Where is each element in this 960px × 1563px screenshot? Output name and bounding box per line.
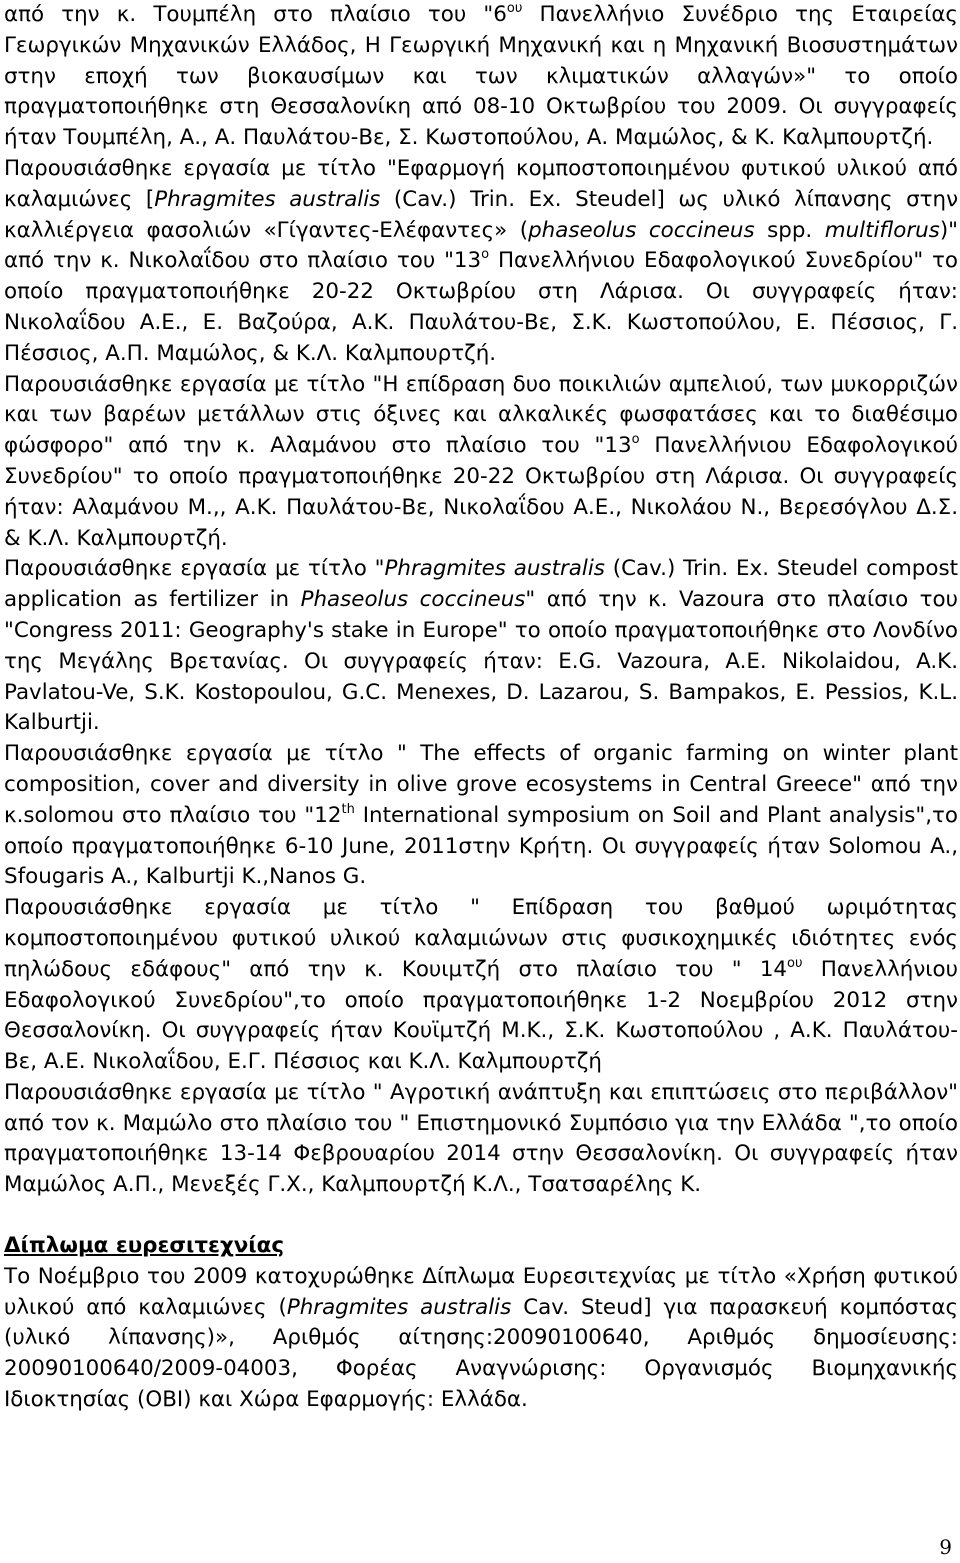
publication-paragraph — [4, 154, 958, 370]
italic-term: multiflorus — [824, 217, 940, 243]
text-run: Παρουσιάσθηκε εργασία με τίτλο " The effects of organic farming on winter plant composition, cover and diversity in olive grove ecosystems in Central Greece" από την κ.solomou στο πλαίσιο του "12 — [4, 741, 958, 828]
italic-term: Phragmites australis — [286, 1294, 512, 1320]
superscript: ο — [631, 432, 640, 448]
text-run: Παρουσιάσθηκε εργασία με τίτλο " — [4, 556, 385, 582]
superscript: ου — [787, 955, 803, 971]
publication-paragraph — [4, 739, 958, 893]
text-run: (Cav.) Trin. Ex. Steudel] ως υλικό λίπανσης στην καλλιέργεια φασολιών «Γίγαντες-Ελέφαντες» ( — [4, 186, 959, 243]
page-number: 9 — [939, 1535, 952, 1559]
patent-paragraph — [4, 1262, 958, 1416]
publication-list — [4, 0, 958, 1201]
superscript: th — [341, 801, 355, 817]
publication-paragraph — [4, 0, 958, 154]
italic-term: Phragmites australis — [384, 556, 605, 582]
superscript: ου — [506, 1, 523, 16]
section-gap — [4, 1201, 958, 1231]
publication-paragraph — [4, 893, 958, 1078]
publication-paragraph — [4, 554, 958, 739]
text-run: Πανελλήνιου Εδαφολογικού Συνεδρίου",το οποίο πραγματοποιήθηκε 1-2 Νοεμβρίου 2012 στην Θεσσαλονίκη. Οι συγγραφείς ήταν Κουϊμτζή Μ.Κ., Σ.Κ. Κωστοπούλου , Α.Κ. Παυλάτου-Βε, Α.Ε. Νικολαΐδου, Ε.Γ. Πέσσιος και Κ.Λ. Καλμπουρτζή — [4, 956, 958, 1075]
text-run: )" από την κ. Νικολαΐδου στο πλαίσιο του "13 — [4, 217, 959, 274]
patent-heading: Δίπλωμα ευρεσιτεχνίας — [4, 1233, 285, 1259]
text-run: Πανελλήνιου Εδαφολογικού Συνεδρίου" το οποίο πραγματοποιήθηκε 20-22 Οκτωβρίου στη Λάρισα. Οι συγγραφείς ήταν: Αλαμάνου Μ.,, Α.Κ. Παυλάτου-Βε, Νικολαΐδου Α.Ε., Νικολάου Ν., Βερεσόγλου Δ.Σ. & Κ.Λ. Καλμπουρτζή. — [4, 433, 959, 551]
text-run: Παρουσιάσθηκε εργασία με τίτλο " Αγροτική ανάπτυξη και επιπτώσεις στο περιβάλλον" από τον κ. Μαμώλο στο πλαίσιο του " Επιστημονικό Συμπόσιο για την Ελλάδα ",το οποίο πραγματοποιήθηκε 13-14 Φεβρουαρίου 2014 στην Θεσσαλονίκη. Οι συγγραφείς ήταν Μαμώλος Α.Π., Μενεξές Γ.Χ., Καλμπουρτζή Κ.Λ., Τσατσαρέλης Κ. — [4, 1079, 958, 1198]
text-run: από την κ. Τουμπέλη στο πλαίσιο του "6 — [4, 2, 507, 27]
text-run: Πανελλήνιο Συνέδριο της Εταιρείας Γεωργικών Μηχανικών Ελλάδος, Η Γεωργική Μηχανική και η Μηχανική Βιοσυστημάτων στην εποχή των βιοκαυσίμων και των κλιματικών αλλαγών»" το οποίο πραγματοποιήθηκε στη Θεσσαλονίκη από 08-10 Οκτωβρίου του 2009. Οι συγγραφείς ήταν Τουμπέλη, Α., Α. Παυλάτου-Βε, Σ. Κωστοπούλου, Α. Μαμώλος, & Κ. Καλμπουρτζή. — [4, 2, 958, 151]
text-run: spp. — [754, 217, 825, 243]
text-run: Πανελλήνιου Εδαφολογικού Συνεδρίου" το οποίο πραγματοποιήθηκε 20-22 Οκτωβρίου στη Λάρισα. Οι συγγραφείς ήταν: Νικολαΐδου Α.Ε., Ε. Βαζούρα, Α.Κ. Παυλάτου-Βε, Σ.Κ. Κωστοπούλου, Ε. Πέσσιος, Γ. Πέσσιος, Α.Π. Μαμώλος, & Κ.Λ. Καλμπουρτζή. — [4, 248, 958, 366]
text-run: Το Νοέμβριο του 2009 κατοχυρώθηκε Δίπλωμα Ευρεσιτεχνίας με τίτλο «Χρήση φυτικού υλικού από καλαμιώνες ( — [4, 1263, 958, 1320]
italic-term: Phaseolus coccineus — [300, 587, 526, 613]
superscript: ο — [481, 247, 490, 263]
text-run: Cav. Steud] για παρασκευή κομπόστας (υλικό λίπανσης)», Αριθμός αίτησης:20090100640, Αριθμός δημοσίευσης: 20090100640/2009-04003, Φορέας Αναγνώρισης: Οργανισμός Βιομηχανικής Ιδιοκτησίας (ΟΒΙ) και Χώρα Εφαρμογής: Ελλάδα. — [4, 1294, 958, 1413]
publication-paragraph — [4, 1078, 958, 1201]
italic-term: Phragmites australis — [154, 186, 381, 212]
italic-term: phaseolus coccineus — [528, 217, 755, 243]
text-run: Παρουσιάσθηκε εργασία με τίτλο "Η επίδραση δυο ποικιλιών αμπελιού, των μυκορριζών και των βαρέων μετάλλων στις όξινες και αλκαλικές φωσφατάσες και το διαθέσιμο φώσφορο" από την κ. Αλαμάνου στο πλαίσιο του "13 — [4, 371, 958, 459]
text-run: International symposium on Soil and Plant analysis",το οποίο πραγματοποιήθηκε 6-10 June, 2011στην Κρήτη. Οι συγγραφείς ήταν Solomou A., Sfougaris A., Kalburtji K.,Nanos G. — [4, 802, 959, 890]
text-run: Παρουσιάσθηκε εργασία με τίτλο "Εφαρμογή κομποστοποιημένου φυτικού υλικού από καλαμιώνες [ — [4, 155, 958, 212]
text-run: (Cav.) Trin. Ex. Steudel compost application as fertilizer in — [4, 556, 958, 613]
publication-paragraph — [4, 370, 958, 555]
text-run: " από την κ. Vazoura στο πλαίσιο του "Congress 2011: Geography's stake in Europe" το οποίο πραγματοποιήθηκε στο Λονδίνο της Μεγάλης Βρετανίας. Οι συγγραφείς ήταν: E.G. Vazoura, A.E. Nikolaidou, A.K. Pavlatou-Ve, S.K. Kostopoulou, G.C. Menexes, D. Lazarou, S. Bampakos, E. Pessios, K.L. Kalburtji. — [4, 587, 958, 736]
document-page — [4, 0, 958, 1416]
text-run: Παρουσιάσθηκε εργασία με τίτλο " Επίδραση του βαθμού ωριμότητας κομποστοποιημένου φυτικού υλικού καλαμιώνων στις φυσικοχημικές ιδιότητες ενός πηλώδους εδάφους" από την κ. Κουιμτζή στο πλαίσιο του " 14 — [4, 895, 958, 982]
